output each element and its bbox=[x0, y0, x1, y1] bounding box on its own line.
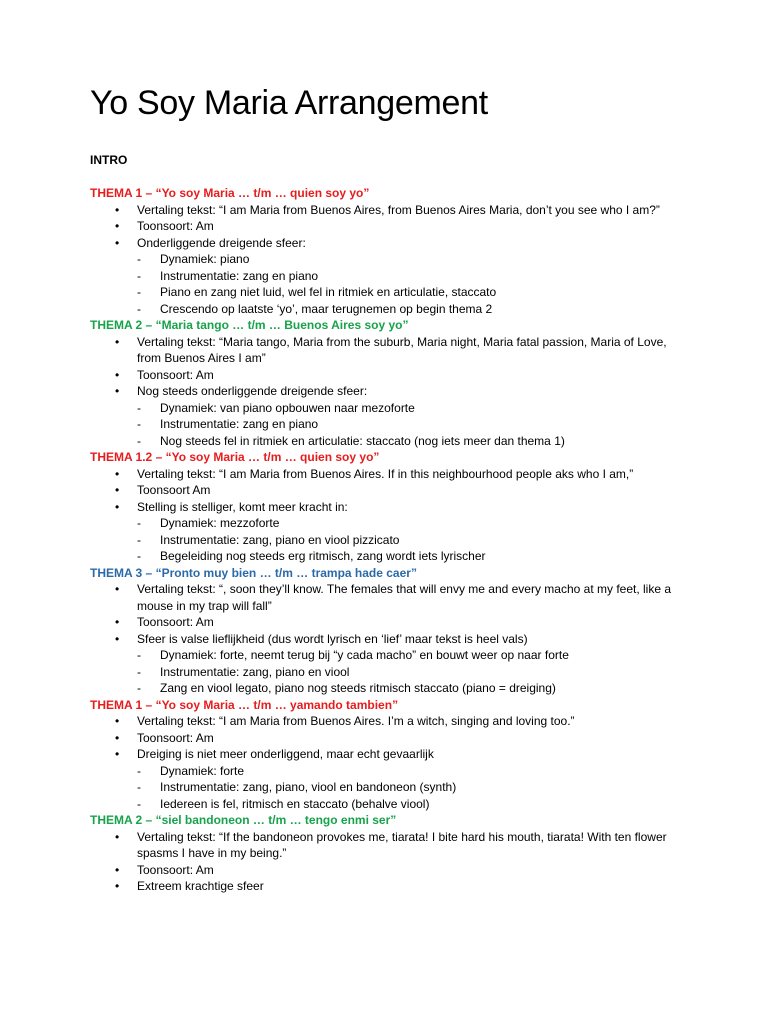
theme-heading: THEMA 1.2 – “Yo soy Maria … t/m … quien soy yo” bbox=[90, 450, 380, 464]
bullet-text: Vertaling tekst: “Maria tango, Maria from the suburb, Maria night, Maria fatal passion, Maria of Love, from Buenos Aires I am” bbox=[137, 334, 667, 365]
bullet-text: Toonsoort: Am bbox=[137, 615, 214, 629]
dash-list bbox=[90, 251, 690, 317]
dash-item: - Iedereen is fel, ritmisch en staccato (behalve viool) bbox=[90, 796, 690, 813]
dash-item: - Instrumentatie: zang en piano bbox=[90, 268, 690, 285]
dash-item: - Dynamiek: piano bbox=[90, 251, 690, 268]
bullet-item bbox=[90, 218, 690, 235]
bullet-text: Toonsoort: Am bbox=[137, 367, 214, 382]
theme-section bbox=[90, 812, 690, 895]
bullet-item bbox=[90, 878, 690, 895]
dash-item: - Instrumentatie: zang, piano, viool en bandoneon (synth) bbox=[90, 779, 690, 796]
bullet-item bbox=[90, 614, 690, 631]
bullet-item bbox=[90, 466, 690, 483]
bullet-item bbox=[90, 383, 690, 400]
dash-list bbox=[90, 515, 690, 565]
bullet-item bbox=[90, 713, 690, 730]
dash-list bbox=[90, 400, 690, 450]
bullet-list bbox=[90, 713, 690, 763]
dash-list bbox=[90, 647, 690, 697]
bullet-item bbox=[90, 862, 690, 879]
bullet-text: Vertaling tekst: “I am Maria from Buenos Aires. I’m a witch, singing and loving too.” bbox=[137, 714, 575, 728]
bullet-item bbox=[90, 499, 690, 516]
bullet-item bbox=[90, 235, 690, 252]
dash-item: - Instrumentatie: zang, piano en viool bbox=[90, 664, 690, 681]
theme-section bbox=[90, 565, 690, 697]
bullet-text: Onderliggende dreigende sfeer: bbox=[137, 235, 306, 250]
bullet-list bbox=[90, 466, 690, 516]
bullet-item bbox=[90, 482, 690, 499]
bullet-list bbox=[90, 202, 690, 252]
bullet-text: Dreiging is niet meer onderliggend, maar echt gevaarlijk bbox=[137, 747, 434, 761]
blank-line bbox=[90, 169, 690, 186]
bullet-item bbox=[90, 829, 690, 862]
bullet-text: Sfeer is valse lieflijkheid (dus wordt lyrisch en ‘lief’ maar tekst is heel vals) bbox=[137, 631, 528, 646]
dash-item: - Dynamiek: forte, neemt terug bij “y cada macho” en bouwt weer op naar forte bbox=[90, 647, 690, 664]
intro-heading: INTRO bbox=[90, 153, 128, 167]
bullet-list bbox=[90, 829, 690, 895]
bullet-text: Vertaling tekst: “If the bandoneon provokes me, tiarata! I bite hard his mouth, tiarata! With ten flower spasms I have in my being.” bbox=[137, 829, 667, 860]
dash-item: - Crescendo op laatste ‘yo’, maar terugnemen op begin thema 2 bbox=[90, 301, 690, 318]
bullet-text: Toonsoort: Am bbox=[137, 862, 214, 877]
theme-heading: THEMA 3 – “Pronto muy bien … t/m … trampa hade caer” bbox=[90, 565, 417, 580]
dash-item: - Zang en viool legato, piano nog steeds ritmisch staccato (piano = dreiging) bbox=[90, 680, 690, 697]
dash-item: - Dynamiek: mezzoforte bbox=[90, 515, 690, 532]
document-body bbox=[90, 152, 690, 895]
bullet-item bbox=[90, 581, 690, 614]
bullet-text: Nog steeds onderliggende dreigende sfeer: bbox=[137, 384, 368, 398]
bullet-text: Toonsoort Am bbox=[137, 483, 211, 497]
dash-item: - Piano en zang niet luid, wel fel in ritmiek en articulatie, staccato bbox=[90, 284, 690, 301]
bullet-text: Vertaling tekst: “I am Maria from Buenos Aires, from Buenos Aires Maria, don’t you see who I am?” bbox=[137, 202, 660, 217]
themes-list bbox=[90, 185, 690, 895]
bullet-text: Vertaling tekst: “I am Maria from Buenos Aires. If in this neighbourhood people aks who I am,” bbox=[137, 466, 634, 481]
bullet-item bbox=[90, 746, 690, 763]
dash-item: - Dynamiek: forte bbox=[90, 763, 690, 780]
dash-item: - Nog steeds fel in ritmiek en articulatie: staccato (nog iets meer dan thema 1) bbox=[90, 433, 690, 450]
theme-section bbox=[90, 697, 690, 813]
theme-section bbox=[90, 449, 690, 565]
theme-section bbox=[90, 185, 690, 317]
dash-item: - Begeleiding nog steeds erg ritmisch, zang wordt iets lyrischer bbox=[90, 548, 690, 565]
bullet-list bbox=[90, 581, 690, 647]
bullet-item bbox=[90, 730, 690, 747]
bullet-text: Toonsoort: Am bbox=[137, 219, 214, 233]
bullet-text: Vertaling tekst: “, soon they’ll know. The females that will envy me and every macho at my feet, like a mouse in my trap will fall” bbox=[137, 582, 672, 613]
dash-item: - Dynamiek: van piano opbouwen naar mezoforte bbox=[90, 400, 690, 417]
bullet-list bbox=[90, 334, 690, 400]
theme-heading: THEMA 1 – “Yo soy Maria … t/m … quien soy yo” bbox=[90, 186, 370, 200]
theme-heading: THEMA 2 – “siel bandoneon … t/m … tengo enmi ser” bbox=[90, 813, 397, 827]
bullet-text: Extreem krachtige sfeer bbox=[137, 879, 264, 893]
dash-list bbox=[90, 763, 690, 813]
dash-item: - Instrumentatie: zang, piano en viool pizzicato bbox=[90, 532, 690, 549]
bullet-text: Stelling is stelliger, komt meer kracht in: bbox=[137, 499, 348, 514]
bullet-item bbox=[90, 631, 690, 648]
page-title: Yo Soy Maria Arrangement bbox=[90, 84, 488, 122]
theme-heading: THEMA 1 – “Yo soy Maria … t/m … yamando tambien” bbox=[90, 697, 399, 712]
theme-section bbox=[90, 317, 690, 449]
bullet-text: Toonsoort: Am bbox=[137, 730, 214, 745]
dash-item: - Instrumentatie: zang en piano bbox=[90, 416, 690, 433]
theme-heading: THEMA 2 – “Maria tango … t/m … Buenos Aires soy yo” bbox=[90, 318, 409, 332]
bullet-item bbox=[90, 334, 690, 367]
bullet-item bbox=[90, 202, 690, 219]
bullet-item bbox=[90, 367, 690, 384]
